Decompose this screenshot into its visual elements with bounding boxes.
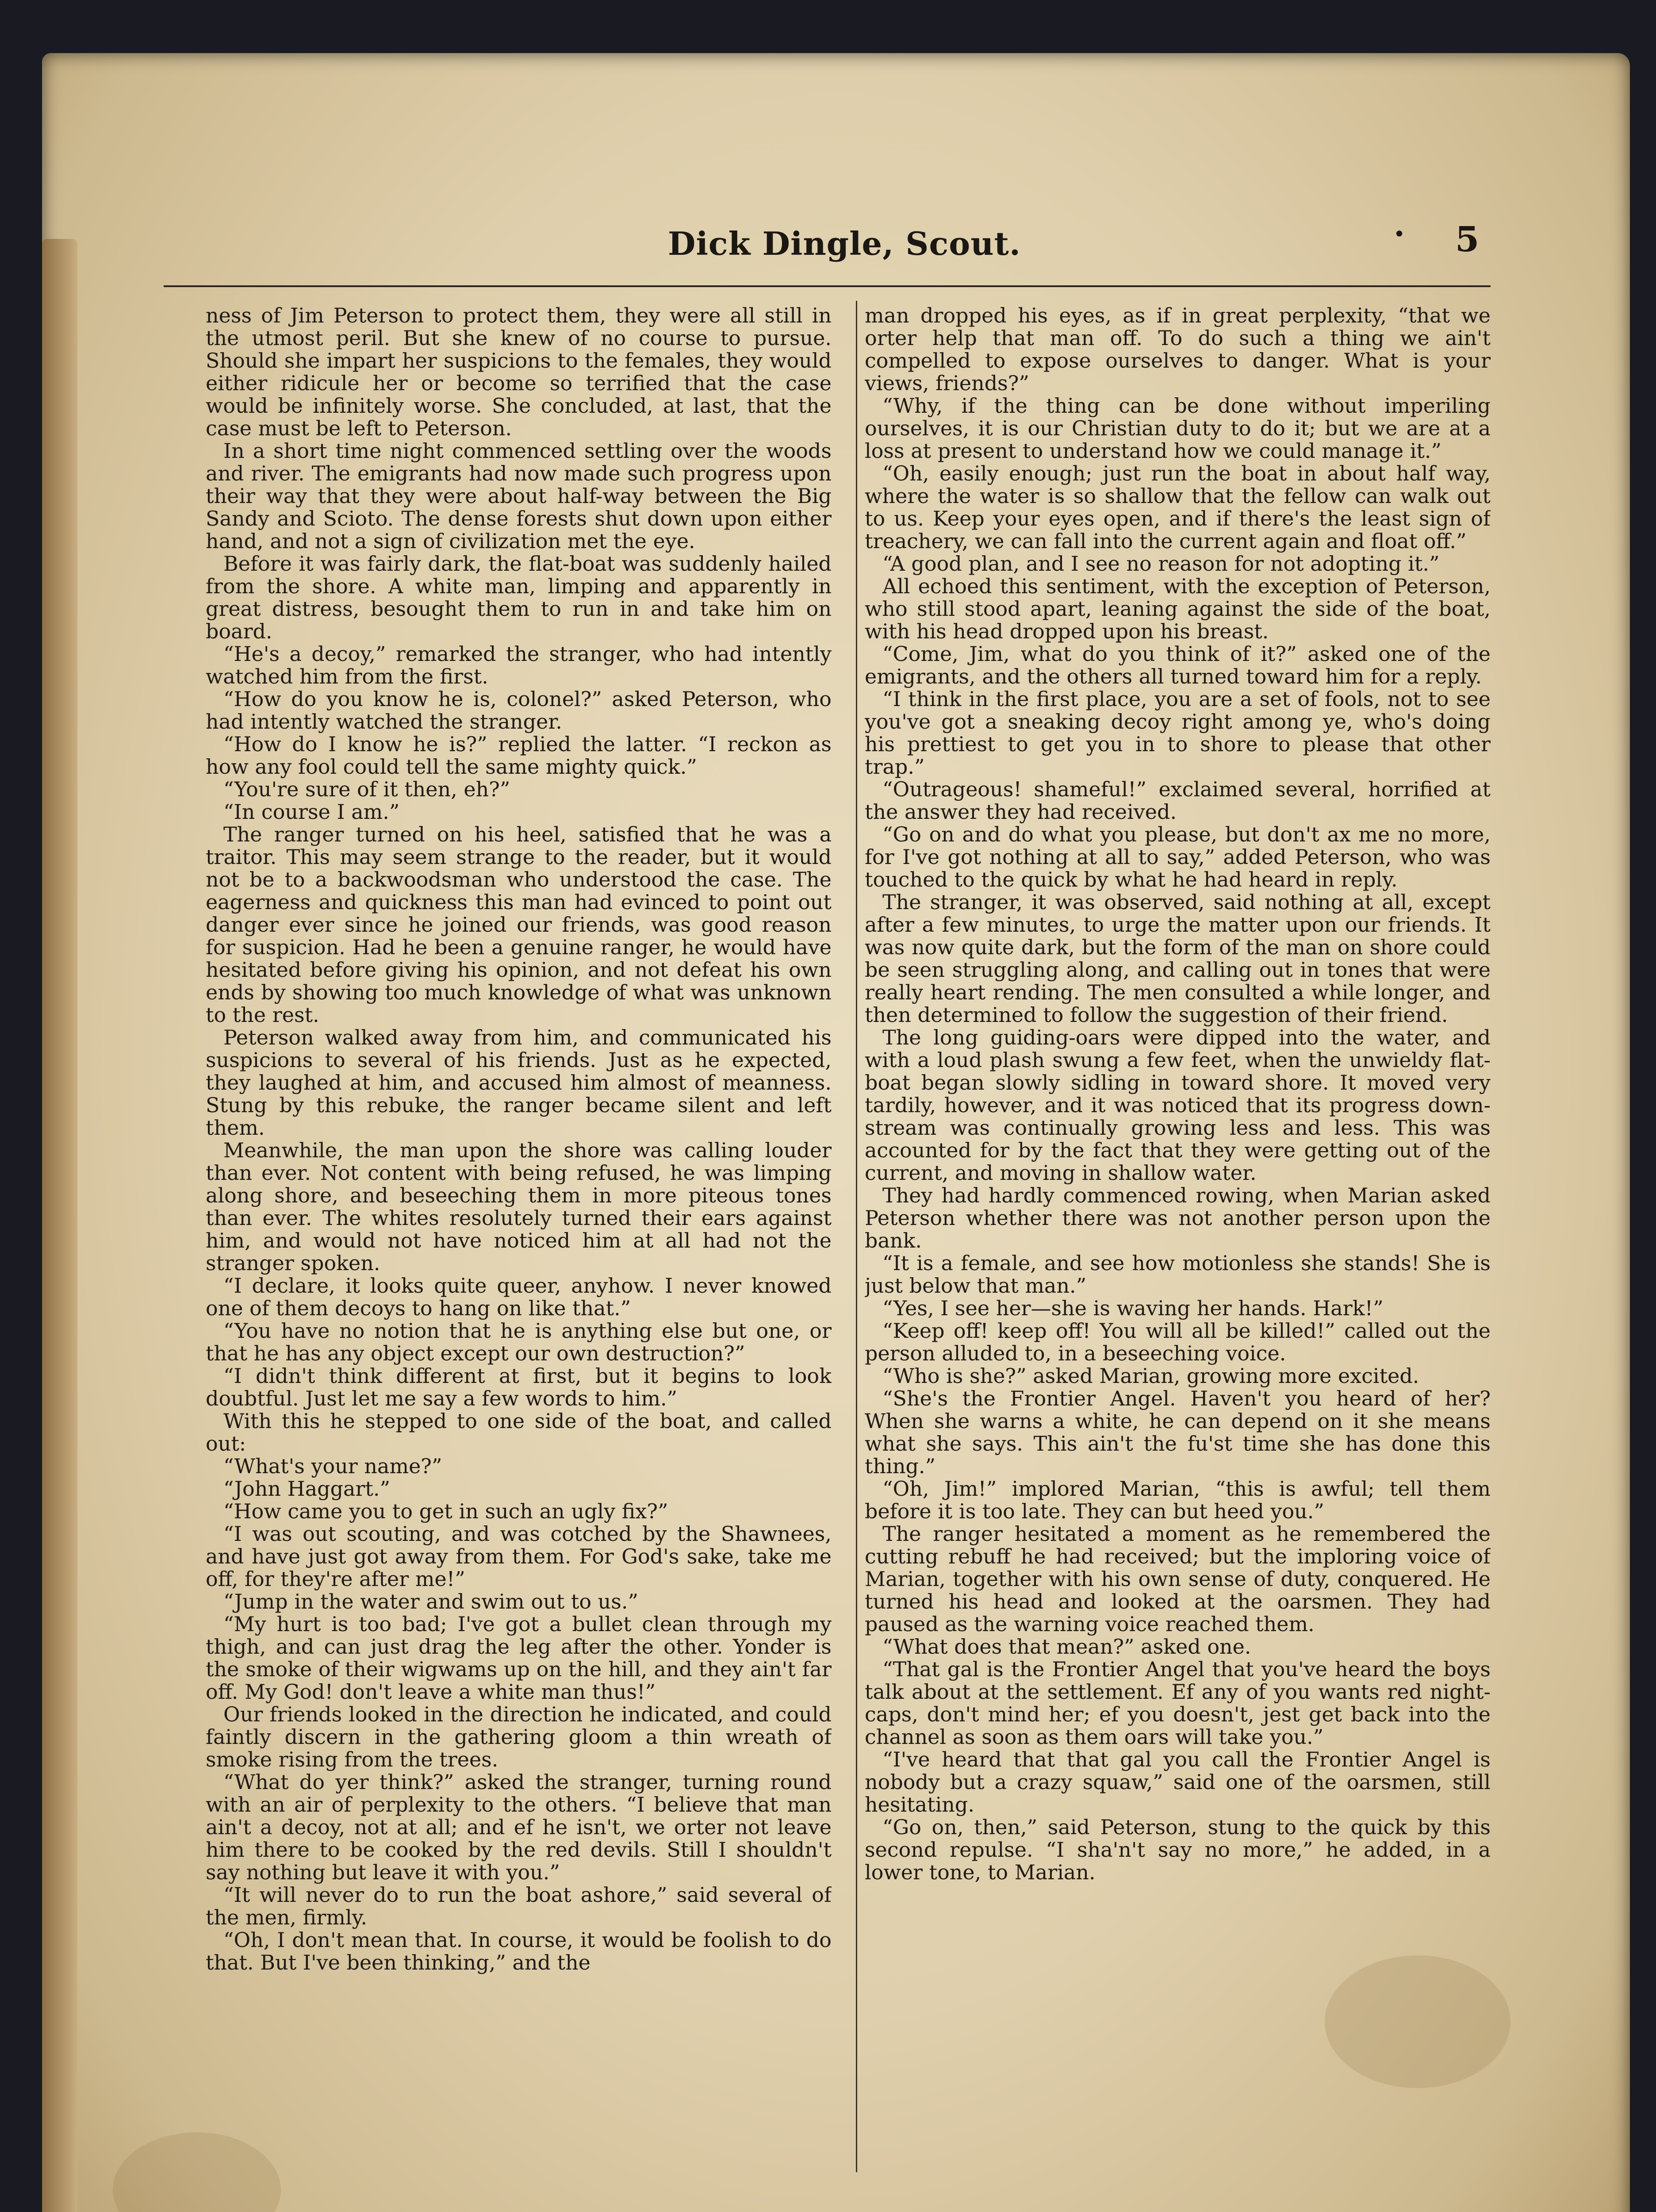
running-header: [146, 221, 1495, 270]
paragraph: They had hardly commenced rowing, when Marian asked Peterson whether there was not another person upon the bank.: [865, 1183, 1491, 1252]
paragraph: “A good plan, and I see no reason for not adopting it.”: [882, 552, 1440, 576]
paragraph: “It is a female, and see how motionless she stands! She is just below that man.”: [865, 1251, 1491, 1298]
paragraph: “What do yer think?” asked the stranger, turning round with an air of perplexity to the others. “I believe that man ain't a decoy, not at all; and ef he isn't, we orter not leave him there to be cooked by the red devils. Still I shouldn't say nothing but leave it with you.”: [206, 1770, 832, 1884]
paragraph: “How do I know he is?” replied the latter. “I reckon as how any fool could tell the same mighty quick.”: [206, 732, 832, 779]
paragraph: The long guiding-oars were dipped into the water, and with a loud plash swung a few feet, when the unwieldy flat-boat began slowly sidling in toward shore. It moved very tardily, however, and it was noticed that its progress down-stream was continually growing less and less. This was accounted for by the fact that they were getting out of the current, and moving in shallow water.: [865, 1025, 1491, 1185]
paragraph: ness of Jim Peterson to protect them, they were all still in the utmost peril. But she knew of no course to pursue. Should she impart her suspicions to the females, they would either ridicule her or become so terrified that the case would be infinitely worse. She concluded, at last, that the case must be left to Peterson.: [206, 304, 832, 440]
paragraph: man dropped his eyes, as if in great perplexity, “that we orter help that man off. To do such a thing we ain't compelled to expose ourselves to danger. What is your views, friends?”: [865, 304, 1491, 395]
paragraph: “What does that mean?” asked one.: [882, 1635, 1251, 1659]
paragraph: The ranger hesitated a moment as he remembered the cutting rebuff he had received; but the imploring voice of Marian, together with his own sense of duty, conquered. He turned his head and looked at the oarsmen. They had paused as the warning voice reached them.: [865, 1522, 1491, 1636]
paragraph: All echoed this sentiment, with the exception of Peterson, who still stood apart, leaning against the side of the boat, with his head dropped upon his breast.: [865, 574, 1491, 643]
paragraph: “Yes, I see her—she is waving her hands. Hark!”: [882, 1296, 1384, 1320]
paragraph: The stranger, it was observed, said nothing at all, except after a few minutes, to urge the matter upon our friends. It was now quite dark, but the form of the man on shore could be seen struggling along, and calling out in tones that were really heart rending. The men consulted a while longer, and then determined to follow the suggestion of their friend.: [865, 890, 1491, 1027]
paragraph: “You have no notion that he is anything else but one, or that he has any object except our own destruction?”: [206, 1319, 832, 1365]
header-rule: [164, 285, 1491, 287]
paragraph: “John Haggart.”: [223, 1477, 391, 1501]
paragraph: “I've heard that that gal you call the Frontier Angel is nobody but a crazy squaw,” said one of the oarsmen, still hesitating.: [865, 1747, 1491, 1816]
paragraph: “Go on and do what you please, but don't ax me no more, for I've got nothing at all to say,” added Peterson, who was touched to the quick by what he had heard in reply.: [865, 822, 1491, 891]
previous-page-edge: [42, 239, 77, 2212]
paragraph: “I think in the first place, you are a set of fools, not to see you've got a sneaking decoy right among ye, who's doing his prettiest to get you in to shore to please that other trap.”: [865, 687, 1491, 779]
paragraph: “Oh, easily enough; just run the boat in about half way, where the water is so shallow that the fellow can walk out to us. Keep your eyes open, and if there's the least sign of treachery, we can fall into the current again and float off.”: [865, 461, 1491, 553]
paragraph: “She's the Frontier Angel. Haven't you heard of her? When she warns a white, he can depend on it she means what she says. This ain't the fu'st time she has done this thing.”: [865, 1386, 1491, 1478]
paragraph: “It will never do to run the boat ashore,” said several of the men, firmly.: [206, 1883, 832, 1929]
paragraph: In a short time night commenced settling over the woods and river. The emigrants had now made such progress upon their way that they were about half-way between the Big Sandy and Scioto. The dense forests shut down upon either hand, and not a sign of civilization met the eye.: [206, 439, 832, 553]
paragraph: “How came you to get in such an ugly fix?”: [223, 1499, 668, 1523]
paragraph: “Oh, I don't mean that. In course, it would be foolish to do that. But I've been thinking,” and the: [206, 1928, 832, 1974]
header-ornament: •: [1393, 222, 1406, 246]
paragraph: Before it was fairly dark, the flat-boat was suddenly hailed from the shore. A white man, limping and apparently in great distress, besought them to run in and take him on board.: [206, 552, 832, 643]
column-divider: [856, 301, 857, 2172]
paragraph: “Outrageous! shameful!” exclaimed several, horrified at the answer they had received.: [865, 777, 1491, 824]
paragraph: “How do you know he is, colonel?” asked Peterson, who had intently watched the stranger.: [206, 687, 832, 733]
paragraph: “In course I am.”: [223, 800, 400, 824]
paragraph: “Keep off! keep off! You will all be killed!” called out the person alluded to, in a beseeching voice.: [865, 1319, 1491, 1365]
paragraph: Meanwhile, the man upon the shore was calling louder than ever. Not content with being refused, he was limping along shore, and beseeching them in more piteous tones than ever. The whites resolutely turned their ears against him, and would not have noticed him at all had not the stranger spoken.: [206, 1138, 832, 1275]
page-number: 5: [1455, 219, 1480, 260]
paragraph: The ranger turned on his heel, satisfied that he was a traitor. This may seem strange to the reader, but it would not be to a backwoodsman who understood the case. The eagerness and quickness this man had evinced to point out danger ever since he joined our friends, was good reason for suspicion. Had he been a genuine ranger, he would have hesitated before giving his opinion, and not defeat his own ends by showing too much knowledge of what was unknown to the rest.: [206, 822, 832, 1027]
paragraph: “What's your name?”: [223, 1454, 442, 1478]
paragraph: Peterson walked away from him, and communicated his suspicions to several of his friends. Just as he expected, they laughed at him, and accused him almost of meanness. Stung by this rebuke, the ranger became silent and left them.: [206, 1025, 832, 1140]
paragraph: “Oh, Jim!” implored Marian, “this is awful; tell them before it is too late. They can but heed you.”: [865, 1477, 1491, 1523]
paragraph: “I declare, it looks quite queer, anyhow. I never knowed one of them decoys to hang on like that.”: [206, 1274, 832, 1320]
paragraph: “Jump in the water and swim out to us.”: [223, 1590, 639, 1613]
paragraph: “I was out scouting, and was cotched by the Shawnees, and have just got away from them. For God's sake, take me off, for they're after me!”: [206, 1522, 832, 1591]
paragraph: “My hurt is too bad; I've got a bullet clean through my thigh, and can just drag the leg after the other. Yonder is the smoke of their wigwams up on the hill, and they ain't far off. My God! don't leave a white man thus!”: [206, 1612, 832, 1704]
paragraph: “You're sure of it then, eh?”: [223, 777, 510, 801]
paragraph: “I didn't think different at first, but it begins to look doubtful. Just let me say a few words to him.”: [206, 1364, 832, 1410]
left-text-column: [206, 304, 832, 2180]
right-text-column: [865, 304, 1491, 2180]
paragraph: “Who is she?” asked Marian, growing more excited.: [882, 1364, 1419, 1388]
running-title: Dick Dingle, Scout.: [668, 225, 1021, 262]
paragraph: “That gal is the Frontier Angel that you've heard the boys talk about at the settlement. Ef any of you wants red night-caps, don't mind her; ef you doesn't, jest get back into the channel as soon as them oars will take you.”: [865, 1657, 1491, 1749]
paragraph: “Why, if the thing can be done without imperiling ourselves, it is our Christian duty to do it; but we are at a loss at present to understand how we could manage it.”: [865, 394, 1491, 463]
paragraph: “Come, Jim, what do you think of it?” asked one of the emigrants, and the others all turned toward him for a reply.: [865, 642, 1491, 688]
paragraph: With this he stepped to one side of the boat, and called out:: [206, 1409, 832, 1455]
paragraph: “Go on, then,” said Peterson, stung to the quick by this second repulse. “I sha'n't say no more,” he added, in a lower tone, to Marian.: [865, 1815, 1491, 1884]
paragraph: Our friends looked in the direction he indicated, and could faintly discern in the gathering gloom a thin wreath of smoke rising from the trees.: [206, 1702, 832, 1771]
paragraph: “He's a decoy,” remarked the stranger, who had intently watched him from the first.: [206, 642, 832, 688]
